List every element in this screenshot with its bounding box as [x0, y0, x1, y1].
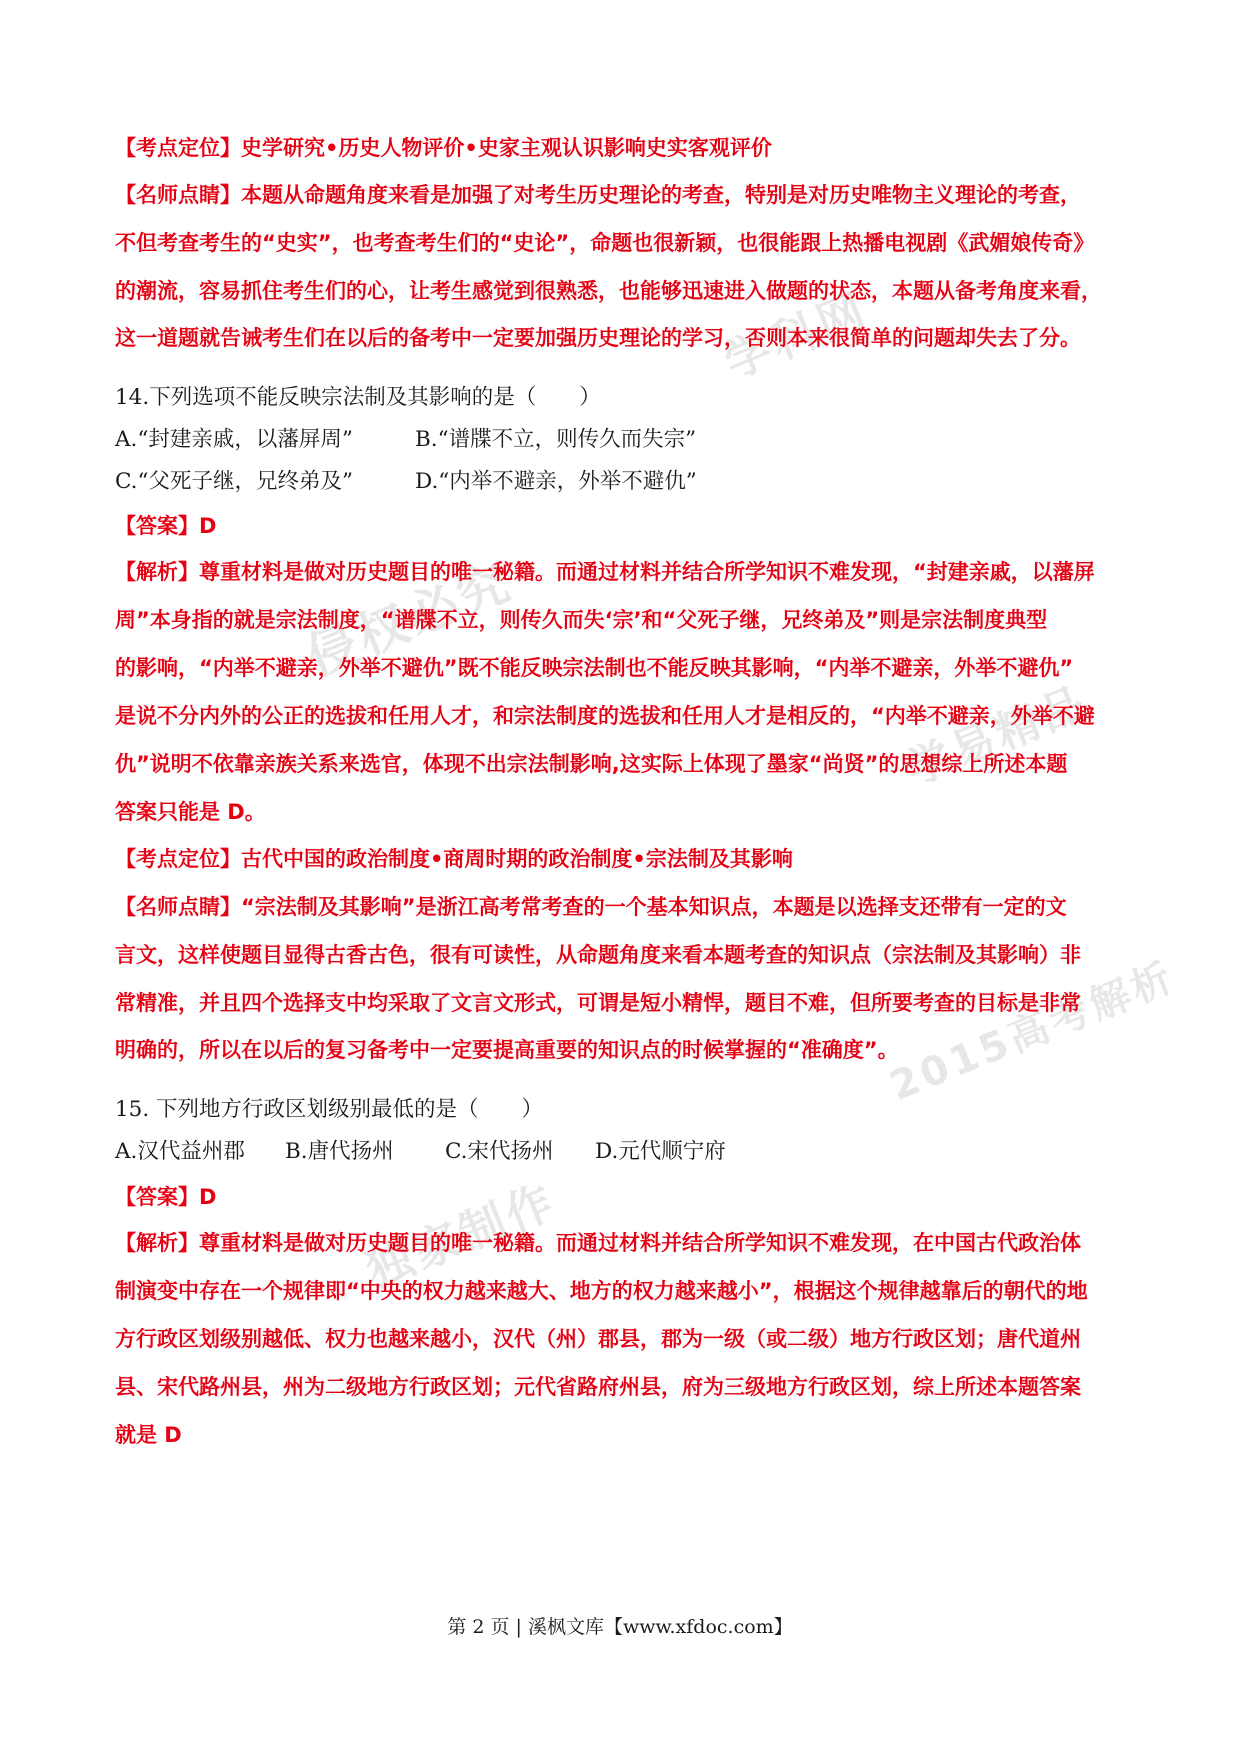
analysis-text: 就是 D	[115, 1423, 182, 1447]
kaodian-text: 古代中国的政治制度•商周时期的政治制度•宗法制及其影响	[241, 847, 793, 871]
analysis-text: 答案只能是 D。	[115, 800, 266, 824]
mingshi-text: 言文，这样使题目显得古香古色，很有可读性，从命题角度来看本题考查的知识点（宗法制及其影响）非	[115, 943, 1081, 967]
mingshi-text: 的潮流，容易抓住考生们的心，让考生感觉到很熟悉，也能够迅速进入做题的状态，本题从备考角度来看，	[115, 279, 1102, 303]
analysis-row	[115, 1228, 1130, 1258]
analysis-text: 尊重材料是做对历史题目的唯一秘籍。而通过材料并结合所学知识不难发现，在中国古代政治体	[199, 1231, 1081, 1255]
mingshi-label: 【名师点睛】	[115, 183, 241, 207]
analysis-label: 【解析】	[115, 560, 199, 584]
kaodian-text: 史学研究•历史人物评价•史家主观认识影响史实客观评价	[241, 136, 772, 160]
watermark: 独家制作	[358, 1173, 564, 1299]
option-a: A.汉代益州郡	[115, 1139, 245, 1164]
mingshi-text: 本题从命题角度来看是加强了对考生历史理论的考查，特别是对历史唯物主义理论的考查，	[241, 183, 1081, 207]
watermark: 学科网	[716, 282, 876, 389]
mingshi-text: 这一道题就告诫考生们在以后的备考中一定要加强历史理论的学习，否则本来很简单的问题却失去了分。	[115, 326, 1081, 350]
question-stem: 14.下列选项不能反映宗法制及其影响的是（ ）	[115, 385, 601, 410]
analysis-label: 【解析】	[115, 1231, 199, 1255]
kaodian-row	[115, 844, 1130, 874]
kaodian-label: 【考点定位】	[115, 136, 241, 160]
mingshi-text: 常精准，并且四个选择支中均采取了文言文形式，可谓是短小精悍，题目不难，但所要考查的目标是非常	[115, 991, 1081, 1015]
analysis-row	[115, 557, 1130, 587]
mingshi-text: 不但考查考生的“史实”，也考查考生们的“史论”，命题也很新颖，也很能跟上热播电视剧《武媚娘传奇》	[115, 231, 1095, 255]
answer-row	[115, 511, 1130, 541]
analysis-text: 县、宋代路州县，州为二级地方行政区划；元代省路府州县，府为三级地方行政区划，综上所述本题答案	[115, 1375, 1081, 1399]
analysis-text: 仇”说明不依靠亲族关系来选官，体现不出宗法制影响,这实际上体现了墨家“尚贤”的思想综上所述本题	[115, 752, 1068, 776]
analysis-text: 制演变中存在一个规律即“中央的权力越来越大、地方的权力越来越小”，根据这个规律越靠后的朝代的地	[115, 1279, 1088, 1303]
option-b: B.“谱牒不立，则传久而失宗”	[415, 427, 697, 452]
option-c: C.“父死子继，兄终弟及”	[115, 469, 354, 494]
watermark: 2015高考解析	[883, 953, 1183, 1110]
options-row	[115, 1137, 1130, 1167]
answer-value: D	[199, 1185, 217, 1209]
kaodian-label: 【考点定位】	[115, 847, 241, 871]
page-footer: 第 2 页 | 溪枫文库【www.xfdoc.com】	[447, 1616, 793, 1638]
mingshi-row	[115, 180, 1130, 210]
option-a: A.“封建亲戚，以藩屏周”	[115, 427, 353, 452]
analysis-text: 方行政区划级别越低、权力也越来越小，汉代（州）郡县，郡为一级（或二级）地方行政区划；唐代道州	[115, 1327, 1081, 1351]
kaodian-row	[115, 133, 1130, 163]
analysis-text: 尊重材料是做对历史题目的唯一秘籍。而通过材料并结合所学知识不难发现，“封建亲戚，以藩屏	[199, 560, 1095, 584]
mingshi-text: 明确的，所以在以后的复习备考中一定要提高重要的知识点的时候掌握的“准确度”。	[115, 1038, 899, 1062]
options-row	[115, 467, 1130, 497]
analysis-text: 是说不分内外的公正的选拔和任用人才，和宗法制度的选拔和任用人才是相反的，“内举不避亲，外举不避	[115, 704, 1095, 728]
mingshi-text: “宗法制及其影响”是浙江高考常考查的一个基本知识点，本题是以选择支还带有一定的文	[241, 895, 1067, 919]
analysis-text: 的影响，“内举不避亲，外举不避仇”既不能反映宗法制也不能反映其影响，“内举不避亲，外举不避仇”	[115, 656, 1074, 680]
analysis-text: 周”本身指的就是宗法制度，“谱牒不立，则传久而失‘宗’和“父死子继，兄终弟及”则是宗法制度典型	[115, 608, 1048, 632]
answer-label: 【答案】	[115, 514, 199, 538]
option-c: C.宋代扬州	[445, 1139, 554, 1164]
answer-label: 【答案】	[115, 1185, 199, 1209]
option-d: D.“内举不避亲，外举不避仇”	[415, 469, 697, 494]
question-stem: 15. 下列地方行政区划级别最低的是（ ）	[115, 1097, 544, 1122]
options-row	[115, 425, 1130, 455]
mingshi-label: 【名师点睛】	[115, 895, 241, 919]
answer-row	[115, 1182, 1130, 1212]
option-d: D.元代顺宁府	[595, 1139, 726, 1164]
answer-value: D	[199, 514, 217, 538]
watermark: 侵权必究	[298, 552, 521, 688]
mingshi-row	[115, 892, 1130, 922]
watermark: 学易精品	[899, 676, 1097, 796]
option-b: B.唐代扬州	[285, 1139, 394, 1164]
